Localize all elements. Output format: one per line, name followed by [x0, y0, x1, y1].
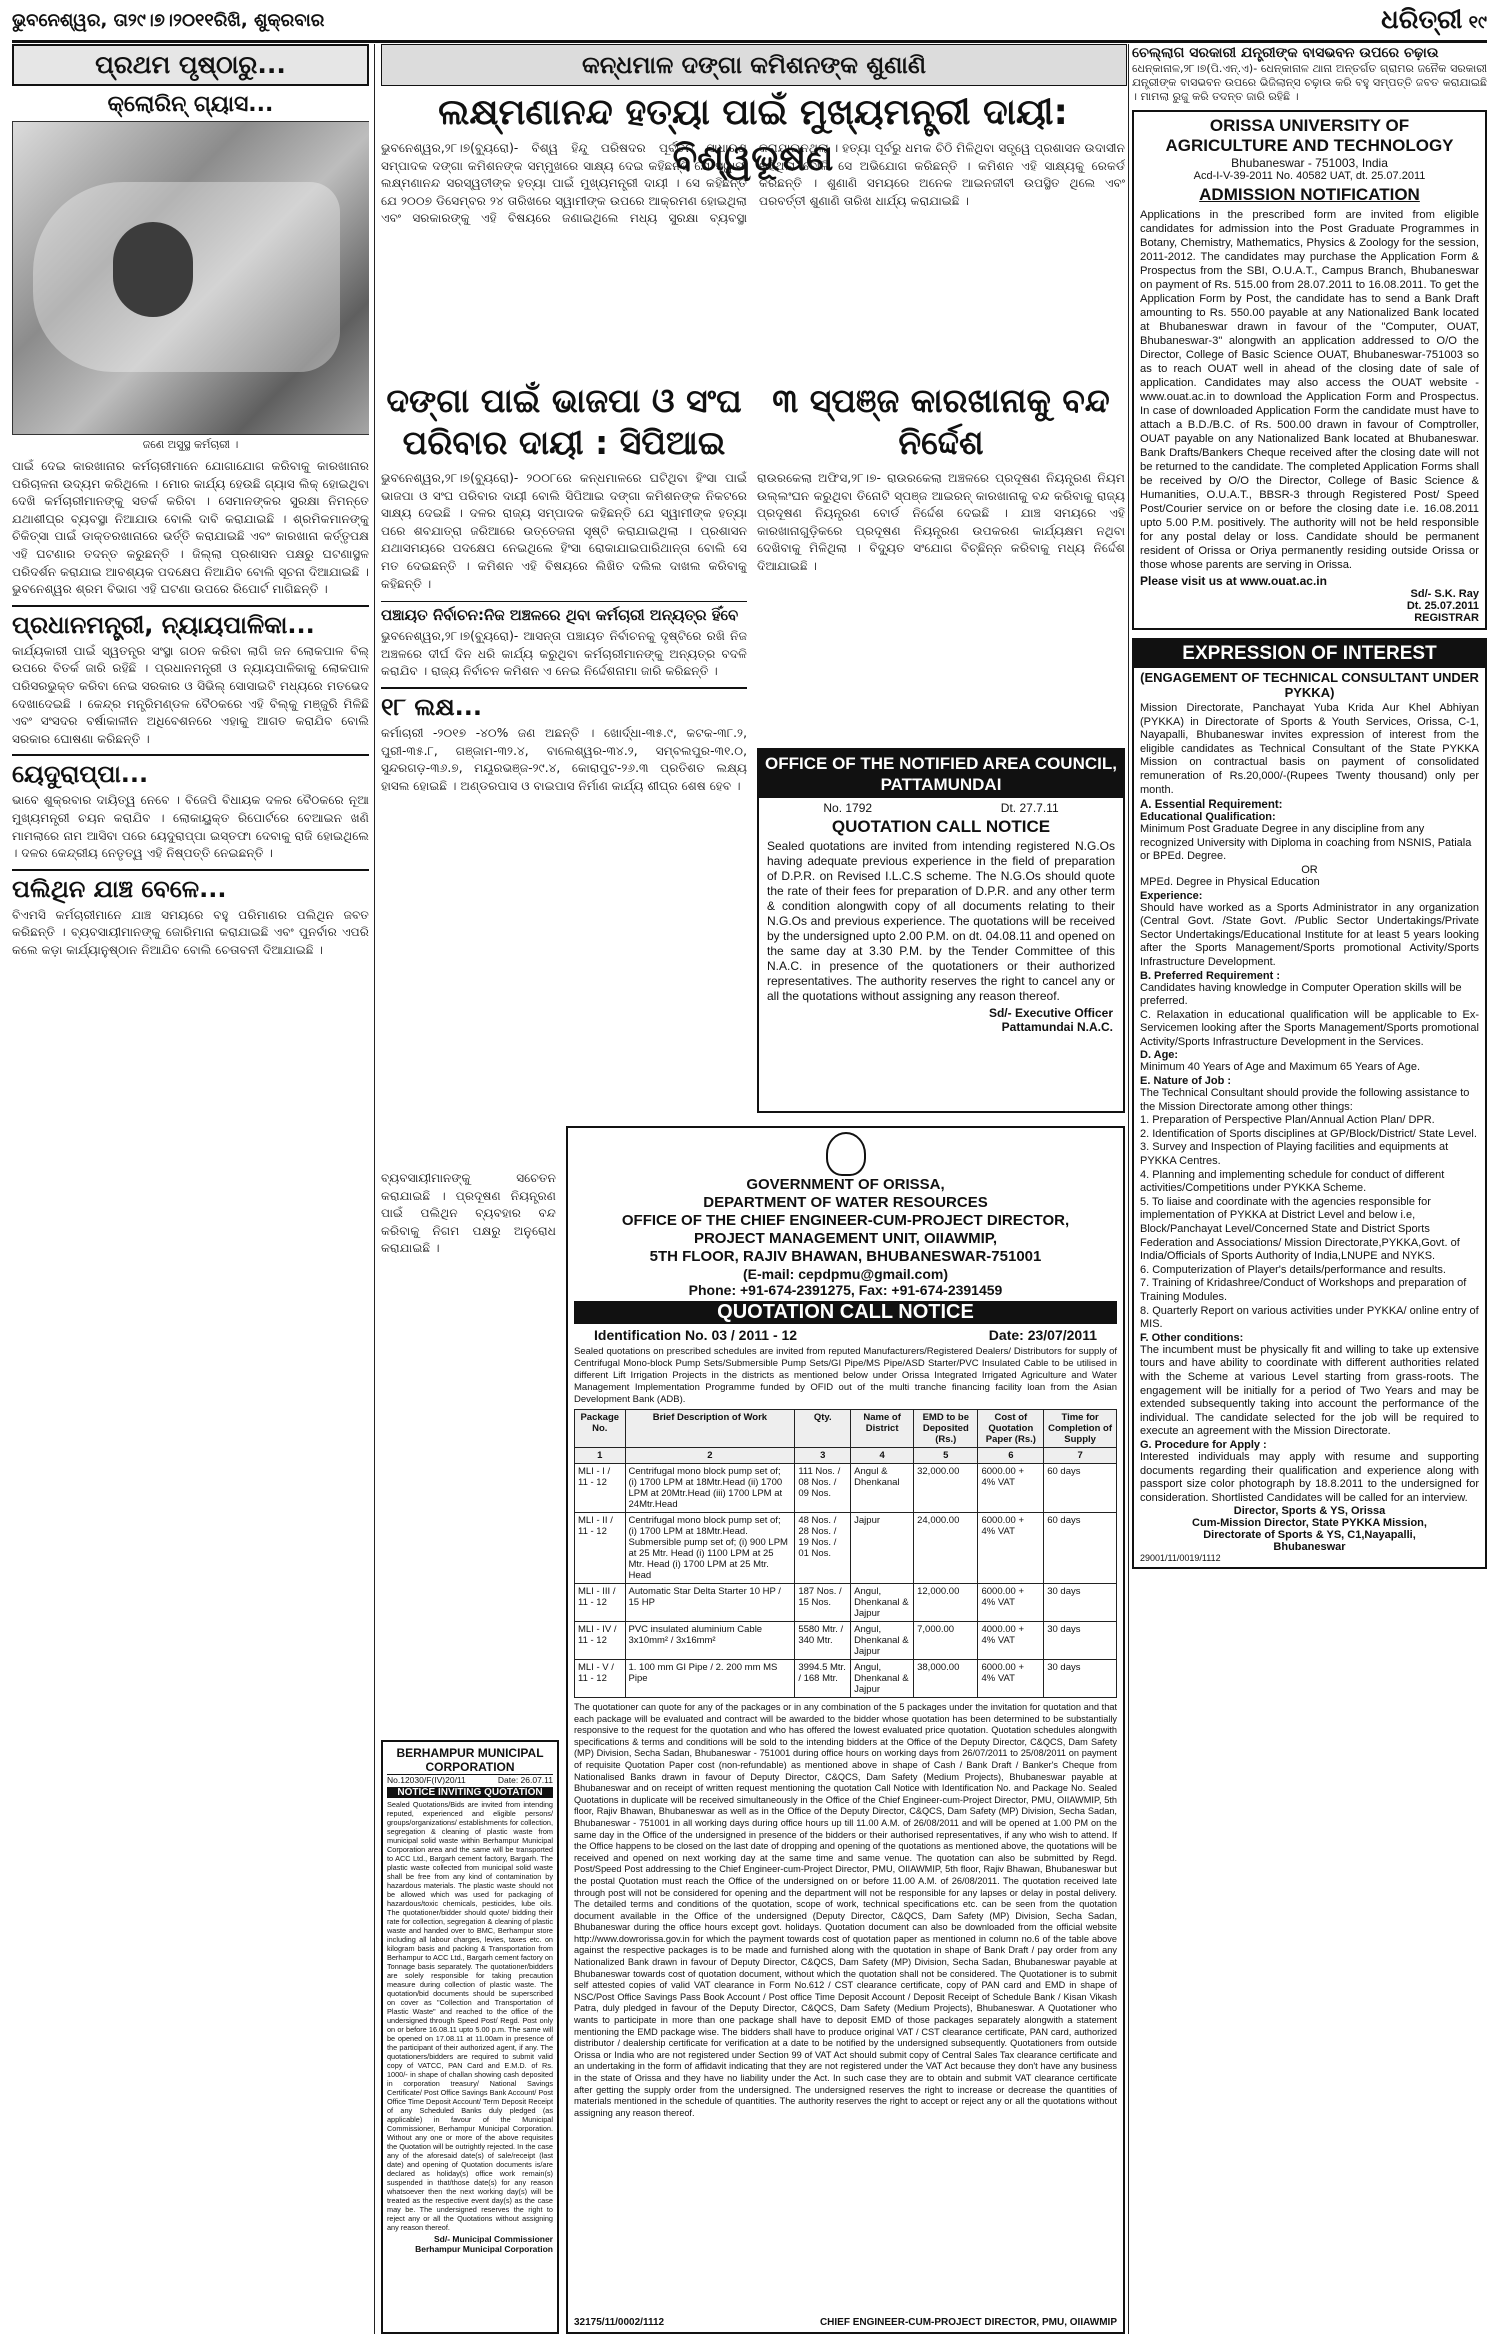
column-2-lower-text: [381, 1170, 556, 1730]
section-body: Minimum 40 Years of Age and Maximum 65 Years of Age.: [1140, 1061, 1421, 1074]
cell-quantity: 5580 Mtr. / 340 Mtr.: [795, 1622, 851, 1660]
story-headline: ଦଙ୍ଗା ପାଇଁ ଭାଜପା ଓ ସଂଘ ପରିବାର ଦାୟୀ : ସିପିଆଇ: [386, 381, 742, 462]
notice-ref: [759, 801, 1123, 815]
section-heading: G. Procedure for Apply :: [1140, 1438, 1267, 1451]
cell-package: MLI - V / 11 - 12: [575, 1660, 626, 1698]
identification-number: Identification No. 03 / 2011 - 12: [594, 1327, 798, 1343]
notice-dept-line: DEPARTMENT OF WATER RESOURCES: [703, 1194, 988, 1211]
list-item: 5. To liaise and coordinate with the agencies responsible for implementation of PYKKA at District Level and below i.e, Block/Panchayat Level/Concerned State and District Sports Federation and Associations/ Mission Directorate,PYKKA,Govt. of India/Officials of Sports Authority of India,LNUPE and NYKS.: [1140, 1195, 1460, 1263]
cell-quantity: 48 Nos. / 28 Nos. / 19 Nos. / 01 Nos.: [795, 1513, 851, 1584]
paper-name: ଧରିତ୍ରୀ: [1381, 4, 1463, 35]
story-body: କାର୍ଯ୍ୟକାରୀ ପାଇଁ ସ୍ୱତନ୍ତ୍ର ସଂସ୍ଥା ଗଠନ କରିବା ଲାଗି ଜନ ଲୋକପାଳ ବିଲ୍ ଉପରେ ବିତର୍କ ଜାରି ରହିଛି । ପ୍ରଧାନମନ୍ତ୍ରୀ ଓ ନ୍ୟାୟପାଳିକାକୁ ଲୋକପାଳ ପରିସରଭୁକ୍ତ କରିବା ନେଇ ସରକାର ଓ ସିଭିଲ୍ ସୋସାଇଟି ମଧ୍ୟରେ ମତଭେଦ ଦେଖାଦେଇଛି । କେନ୍ଦ୍ର ମନ୍ତ୍ରିମଣ୍ଡଳ ବୈଠକରେ ଏହି ବିଲ୍‌କୁ ମଞ୍ଜୁରି ମିଳିଛି ଏବଂ ସଂସଦର ବର୍ଷାକାଳୀନ ଅଧିବେଶନରେ ଏହାକୁ ଆଗତ କରାଯିବ ବୋଲି ସରକାର ଘୋଷଣା କରିଛନ୍ତି ।: [12, 643, 369, 746]
page-header: [12, 0, 1487, 43]
column-header: Qty.: [795, 1410, 851, 1448]
section-heading: A. Essential Requirement:: [1140, 799, 1283, 812]
dateline: ଭୁବନେଶ୍ୱର, ତା୨୯।୭।୨୦୧୧ରିଖି, ଶୁକ୍ରବାର: [12, 9, 325, 31]
list-item: 4. Planning and implementing schedule for conduct of different activities/Competitions under PYKKA Scheme.: [1140, 1168, 1445, 1195]
notice-date: Date: 23/07/2011: [988, 1327, 1097, 1343]
story-headline: ୩ ସ୍ପଞ୍ଜ କାରଖାନାକୁ ବନ୍ଦ ନିର୍ଦ୍ଦେଶ: [772, 381, 1110, 462]
section-body: Candidates having knowledge in Computer Operation skills will be preferred.: [1140, 981, 1462, 1008]
notice-office: Berhampur Municipal Corporation: [415, 2244, 553, 2254]
cell-district: Angul & Dhenkanal: [851, 1464, 914, 1513]
section-body: The incumbent must be physically fit and willing to take up extensive tours and have ability to coordinate with different authorities related with the Scheme at various Level starting from grass-roots. The engagement will be initially for a period of Two Years and may be extended subsequently taking into account the performance of the individual. The candidate selected for the job will be required to execute an agreement with the Mission Directorate.: [1140, 1343, 1479, 1438]
cell-time: 30 days: [1044, 1622, 1117, 1660]
cell-cost: 6000.00 + 4% VAT: [978, 1464, 1044, 1513]
column-index: 5: [914, 1448, 978, 1464]
story-body: କର୍ମାଚାରୀ -୨୦୧୭ -୪୦% ଜଣ ଅଛନ୍ତି । ଖୋର୍ଦ୍ଧା-୩୫.୯, କଟକ-୩୮.୨, ପୁରୀ-୩୫.୮, ଗଞ୍ଜାମ-୩୨.୪, ବାଲେଶ୍ୱର-୩୪.୨, ସମ୍ବଲପୁର-୩୧.୦, ସୁନ୍ଦରଗଡ଼-୩୬.୭, ମୟୂରଭଞ୍ଜ-୨୯.୪, କୋରାପୁଟ-୨୬.୩ ପ୍ରତିଶତ ଲକ୍ଷ୍ୟ ହାସଲ ହୋଇଛି । ଅଣ୍ଡରପାସ ଓ ବାଇପାସ ନିର୍ମାଣ କାର୍ଯ୍ୟ ଶୀଘ୍ର ଶେଷ ହେବ ।: [381, 725, 747, 793]
column-header: EMD to be Deposited (Rs.): [914, 1410, 978, 1448]
notice-signatory: Sd/- S.K. Ray: [1410, 588, 1479, 600]
website-link: Please visit us at www.ouat.ac.in: [1140, 574, 1327, 588]
ouat-admission-notice: [1132, 110, 1487, 630]
notice-subtitle: (ENGAGEMENT OF TECHNICAL CONSULTANT UNDER PYKKA): [1140, 670, 1479, 700]
notice-title: BERHAMPUR MUNICIPAL CORPORATION: [387, 1746, 553, 1775]
notice-heading: EXPRESSION OF INTEREST: [1134, 640, 1485, 668]
cell-quantity: 3994.5 Mtr. / 168 Mtr.: [795, 1660, 851, 1698]
story-body: ପାଇଁ ଦେଇ କାରଖାନାର କର୍ମଚାରୀମାନେ ଯୋଗାଯୋଗ କରିବାକୁ କାରଖାନାର ପରିଚାଳନା ଉଦ୍ୟମ କରିଥିଲେ । ମୋର କାର୍ଯ୍ୟ ହେଉଛି ଗ୍ୟାସ ଲିକ୍ ହୋଇଥିବା ଦେଖି କର୍ମଚାରୀମାନଙ୍କୁ ସତର୍କ କରିବା । ସେମାନଙ୍କର ସୁରକ୍ଷା ନିମନ୍ତେ ଯଥାଶୀଘ୍ର ବ୍ୟବସ୍ଥା ନିଆଯାଉ ବୋଲି ଦାବି କରାଯାଇଛି । ଶ୍ରମିକମାନଙ୍କୁ ଚିକିତ୍ସା ପାଇଁ ଡାକ୍ତରଖାନାରେ ଭର୍ତ୍ତି କରାଯାଇଛି ଏବଂ କାରଖାନା କର୍ତ୍ତୃପକ୍ଷ ଏହି ଘଟଣାର ତଦନ୍ତ କରୁଛନ୍ତି । ଜିଲ୍ଲା ପ୍ରଶାସନ ପକ୍ଷରୁ ଘଟଣାସ୍ଥଳ ପରିଦର୍ଶନ କରାଯାଇ ଆବଶ୍ୟକ ପଦକ୍ଷେପ ନିଆଯିବ ବୋଲି ସୂଚନା ଦିଆଯାଇଛି । ଭୁବନେଶ୍ୱର ଶ୍ରମ ବିଭାଗ ଏହି ଘଟଣା ଉପରେ ରିପୋର୍ଟ ମାଗିଛନ୍ତି ।: [12, 459, 369, 597]
lead-story-body-wrap: [381, 140, 1125, 370]
story-headline: ପଲିଥିନ ଯାଞ୍ଚ ବେଳେ...: [12, 869, 369, 903]
notice-address: 5TH FLOOR, RAJIV BHAWAN, BHUBANESWAR-751001: [649, 1248, 1042, 1265]
cell-district: Jajpur: [851, 1513, 914, 1584]
section-heading: E. Nature of Job :: [1140, 1075, 1232, 1088]
section-body: Should have worked as a Sports Administrator in any organization (Central Govt. /State Govt. /Public Sector Undertakings/Private Sector Undertakings/Educational Institute for at least 5 years looking after the Sports Management/Sports promotional Activity/Sports Infrastructure Development.: [1140, 901, 1479, 968]
cell-district: Angul, Dhenkanal & Jajpur: [851, 1584, 914, 1622]
table-row: [575, 1584, 1117, 1622]
job-list: [1140, 1114, 1479, 1332]
cell-description: PVC insulated aluminium Cable 3x10mm² / 3x16mm²: [625, 1622, 795, 1660]
story-body: ରାଉରକେଲା ଅଫିସ,୨୮।୭- ରାଉରକେଲା ଅଞ୍ଚଳରେ ପ୍ରଦୂଷଣ ନିୟନ୍ତ୍ରଣ ନିୟମ ଉଲ୍ଲଂଘନ କରୁଥିବା ତିନୋଟି ସ୍ପଞ୍ଜ ଆଇରନ୍ କାରଖାନାକୁ ବନ୍ଦ କରିବାକୁ ରାଜ୍ୟ ପ୍ରଦୂଷଣ ନିୟନ୍ତ୍ରଣ ବୋର୍ଡ ନିର୍ଦ୍ଦେଶ ଦେଇଛି । ଯାଞ୍ଚ ସମୟରେ ଏହି କାରଖାନାଗୁଡ଼ିକରେ ପ୍ରଦୂଷଣ ନିୟନ୍ତ୍ରଣ ଉପକରଣ କାର୍ଯ୍ୟକ୍ଷମ ନଥିବା ଦେଖିବାକୁ ମିଳିଥିଲା । ବିଦ୍ୟୁତ ସଂଯୋଗ ବିଚ୍ଛିନ୍ନ କରିବାକୁ ମଧ୍ୟ ନିର୍ଦ୍ଦେଶ ଦିଆଯାଇଛି ।: [757, 471, 1125, 573]
pykka-eoi-notice: [1132, 638, 1487, 1569]
page-number: ୧୯: [1468, 11, 1487, 33]
bmc-quotation-notice: [381, 1740, 559, 2334]
story-kicker: କ୍ଲୋରିନ୍ ଗ୍ୟାସ...: [107, 92, 274, 117]
story-headline: ୧୮ ଲକ୍ଷ...: [381, 687, 747, 721]
notice-body: Sealed Quotations/Bids are invited from intending reputed, experienced and eligible persons/ groups/organizations/ establishments for collection, segregation & cleaning of plastic waste from municipal solid waste within Berhampur Municipal Corporation area and the same will be transported to ACC Ltd., Bargarh cement factory, Bargarh. The plastic waste collected from municipal solid waste shall be free from any kind of contamination by hazardous materials. The plastic waste should not be allowed which was used for packaging of hazardous/toxic chemicals, pesticides, lube oils. The quotationer/bidder should quote/ bidding their rate for collection, segregation & cleaning of plastic waste and handed over to BMC, Berhampur store including all labour charges, levies, taxes etc. on kilogram basis and packing & Transportation from Berhampur to ACC Ltd., Bargarh cement factory on Tonnage basis separately. The quotationer/bidders are solely responsible for taking precaution measure during collection of plastic waste. The quotation/bid documents should be superscribed on cover as "Collection and Transportation of Plastic Waste" and reached to the office of the undersigned through Speed Post/ Regd. Post only on or before 16.08.11 upto 5.00 p.m. The same will be opened on 17.08.11 at 11.00am in presence of the participant of their authorized agent, if any. The quotationers/bidders are required to submit valid copy of VATCC, PAN Card and E.M.D. of Rs. 1000/- in shape of challan showing cash deposited in corporation treasury/ National Savings Certificate/ Post Office Savings Bank Account/ Post Office Time Deposit Account/ Term Deposit Receipt of any Scheduled Banks duly pledged (as applicable) in favour of the Municipal Commissioner, Berhampur Municipal Corporation. Without any one or more of the above requisites the Quotation will be outrightly rejected. In the case any of the aforesaid date(s) of sale/receipt (last date) and opening of Quotation documents is/are declared as holiday(s) office work remain(s) suspended in that/those date(s) for any reason whatsoever then the next working day(s) will be treated as the respective event day(s) as the case may be. The undersigned reserves the right to reject any or all the Quotations without assigning any reason thereof.: [387, 1800, 553, 2232]
cell-emd: 7,000.00: [914, 1622, 978, 1660]
column-index: 6: [978, 1448, 1044, 1464]
cell-description: Automatic Star Delta Starter 10 HP / 15 HP: [625, 1584, 795, 1622]
notice-heading: NOTICE INVITING QUOTATION: [387, 1787, 553, 1798]
notice-intro: Sealed quotations on prescribed schedules are invited from reputed Manufacturers/Registered Dealers/ Distributors for supply of Centrifugal Mono-block Pump Sets/Submersible Pump Sets/GI Pipe/MS Pipe/ASD Starter/PVC Insulated Cable to be utilised in different Lift Irrigation Projects in the districts as mentioned below under Orissa Integrated Irrigated Agriculture and Water Management Implementation Programme funded by OFID out of the multi tranche financing facility loan from the Asian Development Bank (ADB).: [574, 1346, 1117, 1405]
cell-description: 1. 100 mm GI Pipe / 2. 200 mm MS Pipe: [625, 1660, 795, 1698]
column-index: 3: [795, 1448, 851, 1464]
section-banner: ପ୍ରଥମ ପୃଷ୍ଠାରୁ...: [12, 44, 369, 86]
notice-date: Dt. 25.07.2011: [1406, 600, 1479, 612]
notice-body: Applications in the prescribed form are invited from eligible candidates for admission into the Post Graduate Programmes in Botany, Chemistry, Mathematics, Physics & Zoology for the session, 2011-2012. The candidates may purchase the Application Form & Prospectus from the SBI, O.U.A.T., Campus Branch, Bhubaneswar on payment of Rs. 515.00 from 28.07.2011 to 16.08.2011. To get the Application Form by Post, the candidate has to send a Bank Draft amounting to Rs. 550.00 payable at any Nationalized Bank located at Bhubaneswar drawn in favour of the "Computer, OUAT, Bhubaneswar-3" alongwith an application addressed to O/O the Director, College of Basic Science OUAT, Bhubaneswar-751003 so as to reach OUAT well in ahead of the closing date of sale of application. Candidates may also access the OUAT website - www.ouat.ac.in to download the Application Form and Prospectus. In case of downloaded Application Form the candidate must have to attach a B.D./B.C. of Rs. 500.00 drawn in favour of Comptroller, OUAT payable on any Nationalized Bank located at Bhubaneswar. Bank Drafts/Bankers Cheque received after the closing date will not be returned to the candidate. The completed Application Forms shall be received by O/O the Director, College of Basic Science & Humanities, O.U.A.T., BBSR-3 through Registered Post/ Speed Post/Courier service on or before the closing date i.e. 16.08.2011 upto 5.00 P.M. positively. The authority will not be held responsible for any postal delay or loss. Candidate should be permanent resident of Orissa or Oriya permanently residing outside Orissa or those whose parents are serving in Orissa.: [1140, 209, 1479, 571]
list-item: 3. Survey and Inspection of Playing facilities and equipments at PYKKA Centres.: [1140, 1141, 1449, 1168]
lead-story-body: ଭୁବନେଶ୍ୱର,୨୮।୭(ବ୍ୟୁରୋ)- ବିଶ୍ୱ ହିନ୍ଦୁ ପରିଷଦର ପୂର୍ବତନ ସାଧାରଣ ସମ୍ପାଦକ ଦଙ୍ଗା କମିଶନଙ୍କ ସମ୍ମୁଖରେ ସାକ୍ଷ୍ୟ ଦେଇ କହିଛନ୍ତି ଯେ ସ୍ୱାମୀ ଲକ୍ଷ୍ମଣାନନ୍ଦ ସରସ୍ୱତୀଙ୍କ ହତ୍ୟା ପାଇଁ ମୁଖ୍ୟମନ୍ତ୍ରୀ ଦାୟୀ । ସେ କହିଛନ୍ତି ଯେ ୨୦୦୭ ଡିସେମ୍ବର ୨୪ ତାରିଖରେ ସ୍ୱାମୀଙ୍କ ଉପରେ ଆକ୍ରମଣ ହୋଇଥିଲା ଏବଂ ସରକାରଙ୍କୁ ଏହି ବିଷୟରେ ଜଣାଇଥିଲେ ମଧ୍ୟ ସୁରକ୍ଷା ବ୍ୟବସ୍ଥା କରାଯାଇନଥିଲା । ହତ୍ୟା ପୂର୍ବରୁ ଧମକ ଚିଠି ମିଳିଥିବା ସତ୍ତ୍ୱେ ପ୍ରଶାସନ ଉଦାସୀନ ରହିଥିଲା ବୋଲି ସେ ଅଭିଯୋଗ କରିଛନ୍ତି । କମିଶନ ଏହି ସାକ୍ଷ୍ୟକୁ ରେକର୍ଡ କରିଛନ୍ତି । ଶୁଣାଣି ସମୟରେ ଅନେକ ଆଇନଜୀବୀ ଉପସ୍ଥିତ ଥିଲେ ଏବଂ ପରବର୍ତ୍ତୀ ଶୁଣାଣି ତାରିଖ ଧାର୍ଯ୍ୟ କରାଯାଇଛି ।: [381, 141, 1125, 226]
list-item: 7. Training of Kridashree/Conduct of Workshops and preparation of Training Modules.: [1140, 1277, 1467, 1303]
notice-office: Pattamundai N.A.C.: [1001, 1020, 1113, 1034]
column-index: 7: [1044, 1448, 1117, 1464]
section-body: C. Relaxation in educational qualification will be applicable to Ex-Servicemen looking after the Sports Management/Sports promotional Activity/Sports Infrastructure Development in the Services.: [1140, 1008, 1479, 1048]
notice-heading: ADMISSION NOTIFICATION: [1199, 185, 1420, 204]
photo-patient-shape: [113, 222, 193, 317]
column-header: Time for Completion of Supply: [1044, 1410, 1117, 1448]
cell-district: Angul, Dhenkanal & Jajpur: [851, 1622, 914, 1660]
column-divider: [374, 44, 375, 2334]
section-heading: Experience:: [1140, 889, 1203, 902]
cell-cost: 4000.00 + 4% VAT: [978, 1622, 1044, 1660]
or-separator: OR: [1301, 863, 1318, 876]
story-headline: ପ୍ରଧାନମନ୍ତ୍ରୀ, ନ୍ୟାୟପାଳିକା...: [12, 605, 369, 639]
story-headline: ପଞ୍ଚାୟତ ନିର୍ବାଚନ:ନିଜ ଅଞ୍ଚଳରେ ଥିବା କର୍ମଚାରୀ ଅନ୍ୟତ୍ର ହିଁବେ: [381, 601, 747, 624]
notice-ident-row: [574, 1327, 1117, 1343]
column-advertisements: [1132, 44, 1487, 2334]
water-resources-notice: [566, 1126, 1125, 2334]
cell-quantity: 111 Nos. / 08 Nos. / 09 Nos.: [795, 1464, 851, 1513]
story-body: ବିଏମସି କର୍ମଚାରୀମାନେ ଯାଞ୍ଚ ସମୟରେ ବହୁ ପରିମାଣର ପଲିଥିନ ଜବତ କରିଛନ୍ତି । ବ୍ୟବସାୟୀମାନଙ୍କୁ ଜୋରିମାନା କରାଯାଇଛି ଏବଂ ପୁନର୍ବାର ଏପରି କଲେ କଡ଼ା କାର୍ଯ୍ୟାନୁଷ୍ଠାନ ନିଆଯିବ ବୋଲି ଚେତାବନୀ ଦିଆଯାଇଛି ।: [12, 907, 369, 957]
section-heading: Educational Qualification:: [1140, 811, 1276, 824]
government-emblem-icon: [826, 1132, 866, 1176]
photo-caption: ଜଣେ ଅସୁସ୍ଥ କର୍ମଚାରୀ ।: [142, 438, 239, 451]
story-body: ଭାବେ ଶୁକ୍ରବାର ଦାୟିତ୍ୱ ନେବେ । ବିଜେପି ବିଧାୟକ ଦଳର ବୈଠକରେ ନୂଆ ମୁଖ୍ୟମନ୍ତ୍ରୀ ଚୟନ କରାଯିବ । ଲୋକାୟୁକ୍ତ ରିପୋର୍ଟରେ ବେଆଇନ ଖଣି ମାମଲାରେ ନାମ ଆସିବା ପରେ ୟେଦୁରାପ୍ପା ଇସ୍ତଫା ଦେବାକୁ ରାଜି ହୋଇଥିଲେ । ଦଳର କେନ୍ଦ୍ରୀୟ ନେତୃତ୍ୱ ଏହି ନିଷ୍ପତ୍ତି ନେଇଛନ୍ତି ।: [12, 793, 369, 861]
cell-cost: 6000.00 + 4% VAT: [978, 1513, 1044, 1584]
column-front-page-continued: [12, 44, 369, 2334]
story-body: ଭୁବନେଶ୍ୱର,୨୮।୭(ବ୍ୟୁରୋ)- ଆସନ୍ତା ପଞ୍ଚାୟତ ନିର୍ବାଚନକୁ ଦୃଷ୍ଟିରେ ରଖି ନିଜ ଅଞ୍ଚଳରେ ଦୀର୍ଘ ଦିନ ଧରି କାର୍ଯ୍ୟ କରୁଥିବା କର୍ମଚାରୀମାନଙ୍କୁ ଅନ୍ୟତ୍ର ବଦଳି କରାଯିବ । ରାଜ୍ୟ ନିର୍ବାଚନ କମିଶନ ଏ ନେଇ ନିର୍ଦ୍ଦେଶନାମା ଜାରି କରିଛନ୍ତି ।: [381, 629, 747, 679]
notice-office: REGISTRAR: [1414, 612, 1479, 624]
column-index: 1: [575, 1448, 626, 1464]
column-header: Cost of Quotation Paper (Rs.): [978, 1410, 1044, 1448]
story-headline: ଚେଲ୍ଲାଗ ସରକାରୀ ଯନ୍ତ୍ରୀଙ୍କ ବାସଭବନ ଉପରେ ଚଢ଼ାଉ: [1132, 45, 1439, 61]
cell-time: 30 days: [1044, 1660, 1117, 1698]
notice-institution: AGRICULTURE AND TECHNOLOGY: [1165, 136, 1454, 155]
notice-dept-line: OFFICE OF THE CHIEF ENGINEER-CUM-PROJECT DIRECTOR,: [621, 1212, 1070, 1229]
section-body: MPEd. Degree in Physical Education: [1140, 875, 1320, 888]
notice-terms: The quotationer can quote for any of the packages or in any combination of the 5 packages under the invitation for quotation and that each package will be evaluated and contract will be awarded to the bidder whose quotation has been determined to be substantially responsive to the request for the quotation and who has offered the lowest evaluated price quotation. Quotation schedules alongwith specifications & terms and conditions will be sold to the intending bidders at the Office of the Deputy Director, C&QCS, Dam Safety (MP) Division, Secha Sadan, Bhubaneswar - 751001 during office hours on working days from 26/07/2011 to 25/08/2011 on payment of requisite Quotation Paper cost (non-refundable) as mentioned above in shape of Cash / Bank Draft / Banker's Cheque from Nationalised Banks drawn in favour of Deputy Director, C&QCS, Dam Safety (Medium Projects), Bhubaneswar payable at Bhubaneswar and on receipt of written request mentioning the quotation Call Notice with Identification No. and Package No. Sealed Quotations in duplicate will be received simultaneously in the Office of the Chief Engineer-cum-Project Director, PMU, OIIAWMIP, 5th floor, Rajiv Bhawan, Bhubaneswar as well as in the Office of the Deputy Director, C&QCS, Dam Safety (MP) Division, Secha Sadan, Bhubaneswar - 751001 in all working days during office hours up till 11.00 A.M. of 26/08/2011 and will be opened at 1.00 PM on the same day in the Office of the undersigned in presence of the bidders or their authorised representatives, if any who wish to attend. If the Office happens to be closed on the last date of dropping and opening of the quotations as mentioned above, the quotations will be received and opened on next working day at the same time and same venue. The quotation can also be submitted by Regd. Post/Speed Post addressing to the Chief Engineer-cum-Project Director, PMU, OIIAWMIP, 5th floor, Rajiv Bhawan, Bhubaneswar but the postal Quotation must reach the Office of the undersigned on or before 11.00 A.M. of 26/08/2011. The quotation received late through post will not be considered for opening and the department will not be responsible for any lapses or delay in postal delivery. The detailed terms and conditions of the quotation, scope of work, technical specifications etc. can be seen from the quotation document available in the Office of the undersigned (Deputy Director, C&QCS, Dam Safety (MP) Division, Secha Sadan, Bhubaneswar during the office hours except govt. holidays. Quotation document can also be downloaded from the official website http://www.dowrorissa.gov.in for which the payment towards cost of quotation paper as mentioned in column no.6 of the table above against the respective packages is to be made and furnished along with the quotation in shape of Bank Draft / pay order from any Nationalized Bank drawn in favour of Deputy Director, C&QCS, Dam Safety (MP) Division, Secha Sadan, Bhubaneswar payable at Bhubaneswar towards cost of quotation document, without which the quotation shall not be considered. The Quotationer is to submit self attested copies of valid VAT clearance in Form No.612 / CST clearance certificate, copy of PAN card and EMD in shape of NSC/Post Office Savings Pass Book Account / Post office Time Deposit Account / Deposit Receipt of Schedule Bank / Kisan Vikash Patra, duly pledged in favour of the Deputy Director, C&QCS, Dam Safety (Medium Projects), Bhubaneswar. A Quotationer who wants to participate in more than one package shall have to deposit EMD of those packages separately alongwith a statement mentioning the EMD package wise. The bidders shall have to produce original VAT / CST clearance certificate, PAN card, authorized distributor / dealership certificate for verification at a date to be notified by the undersigned subsequently. Quotationers from outside Orissa or India who are not registered under Section 99 of VAT Act should submit copy of Central Sales Tax clearance certificate and an undertaking in the form of affidavit indicating that they are not registered under the VAT Act because they don't have any business in the state of Orissa and they have no liability under the Act. In such case they are to obtain and submit VAT clearance certificate after getting the supply order from the undersigned. The undersigned reserves the right to increase or decrease the quantities of materials mentioned in the schedule of quantities. The authority reserves the right to accept or reject any or all the quotations without assigning any reason thereof.: [574, 1702, 1117, 2118]
column-header: Brief Description of Work: [625, 1410, 795, 1448]
notice-heading: QUOTATION CALL NOTICE: [574, 1301, 1117, 1324]
notice-ref: Acd-I-V-39-2011 No. 40582 UAT, dt. 25.07.2011: [1193, 170, 1426, 182]
notice-number: No.12030/F(IV)20/11: [387, 1775, 466, 1785]
cell-district: Angul, Dhenkanal & Jajpur: [851, 1660, 914, 1698]
table-header-row: [575, 1410, 1117, 1448]
notice-intro: Mission Directorate, Panchayat Yuba Krida Aur Khel Abhiyan (PYKKA) in Directorate of Sports & Youth Services, Orissa, C-1, Nayapalli, Bhubaneswar invites expression of interest from the eligible candidates as Technical Consultant of the State PYKKA Mission on contractual basis on payment of consolidated remuneration of Rs.20,000/-(Rupees Twenty thousand) only per month.: [1140, 702, 1479, 796]
notice-dept-line: GOVERNMENT OF ORISSA,: [746, 1176, 945, 1193]
list-item: 2. Identification of Sports disciplines at GP/Block/District/ State Level.: [1140, 1127, 1477, 1140]
cell-emd: 38,000.00: [914, 1660, 978, 1698]
notice-email: (E-mail: cepdpmu@gmail.com): [742, 1266, 948, 1282]
notice-ref-code: 32175/11/0002/1112: [574, 2317, 665, 2328]
section-heading: B. Preferred Requirement :: [1140, 969, 1280, 982]
nac-quotation-notice: [757, 748, 1125, 1113]
notice-signatory: Cum-Mission Director, State PYKKA Mission,: [1192, 1517, 1427, 1530]
cell-emd: 32,000.00: [914, 1464, 978, 1513]
notice-title: OFFICE OF THE NOTIFIED AREA COUNCIL, PATTAMUNDAI: [759, 750, 1123, 798]
table-row: [575, 1660, 1117, 1698]
column-header: Package No.: [575, 1410, 626, 1448]
cell-package: MLI - III / 11 - 12: [575, 1584, 626, 1622]
notice-address: Bhubaneswar - 751003, India: [1231, 156, 1388, 170]
notice-signatory: Sd/- Executive Officer: [988, 1006, 1113, 1020]
section-body: The Technical Consultant should provide the following assistance to the Mission Directorate among other things:: [1140, 1087, 1470, 1113]
story-strip-title: କନ୍ଧମାଳ ଦଙ୍ଗା କମିଶନଙ୍କ ଶୁଣାଣି: [381, 44, 1127, 86]
section-heading: D. Age:: [1140, 1049, 1179, 1062]
cell-emd: 12,000.00: [914, 1584, 978, 1622]
notice-signatory: Bhubaneswar: [1273, 1541, 1346, 1554]
cell-package: MLI - IV / 11 - 12: [575, 1622, 626, 1660]
notice-heading: QUOTATION CALL NOTICE: [831, 817, 1051, 836]
section-body: Interested individuals may apply with resume and supporting documents regarding their qualification and experience along with passport size color photograph by 18.8.2011 to the undersigned for consideration. Shortlisted Candidates will be called for an interview.: [1140, 1450, 1479, 1504]
notice-phone: Phone: +91-674-2391275, Fax: +91-674-2391459: [688, 1282, 1003, 1298]
notice-signatory: Sd/- Municipal Commissioner: [433, 2234, 553, 2244]
notice-body: Sealed quotations are invited from intending registered N.G.Os having adequate previous experience in the field of preparation of D.P.R. on Revised I.L.C.S scheme. The N.G.Os should quote the rate of their fees for preparation of D.P.R. and any other term & condition alongwith copy of all documents relating to their N.G.Os and previous experience. The quotations will be received by the undersigned upto 2.00 P.M. on dt. 04.08.11 and opened on the same day at 3.30 P.M. by the Tender Committee of this N.A.C. in presence of the quotationers or their authorized representatives. The authority reserves the right to cancel any or all the quotations without assigning any reason thereof.: [767, 839, 1115, 1003]
lead-headline: ଲକ୍ଷ୍ମଣାନନ୍ଦ ହତ୍ୟା ପାଇଁ ମୁଖ୍ୟମନ୍ତ୍ରୀ ଦାୟୀ: ବିଶ୍ୱଭୂଷଣ: [438, 92, 1068, 179]
cell-emd: 24,000.00: [914, 1513, 978, 1584]
notice-footer: [574, 2317, 1117, 2328]
list-item: 6. Computerization of Player's details/performance and results.: [1140, 1263, 1446, 1276]
cell-package: MLI - II / 11 - 12: [575, 1513, 626, 1584]
section-body: Minimum Post Graduate Degree in any discipline from any recognized University with Diploma in coaching from NSNIS, Patiala or BPEd. Degree.: [1140, 823, 1472, 863]
notice-institution: ORISSA UNIVERSITY OF: [1209, 116, 1410, 135]
page-folio: [1381, 5, 1487, 36]
notice-date: Dt. 27.7.11: [1000, 801, 1059, 815]
cell-package: MLI - I / 11 - 12: [575, 1464, 626, 1513]
column-3-story: [757, 380, 1125, 740]
notice-signatory: Director, Sports & YS, Orissa: [1233, 1505, 1386, 1518]
section-heading: F. Other conditions:: [1140, 1331, 1244, 1344]
notice-dept-line: PROJECT MANAGEMENT UNIT, OIIAWMIP,: [693, 1230, 998, 1247]
column-index: 4: [851, 1448, 914, 1464]
list-item: 8. Quarterly Report on various activities under PYKKA/ online entry of MIS.: [1140, 1304, 1479, 1331]
packages-table: [574, 1409, 1117, 1698]
cell-cost: 6000.00 + 4% VAT: [978, 1584, 1044, 1622]
notice-signatory: Directorate of Sports & YS, C1,Nayapalli,: [1203, 1529, 1416, 1542]
story-body: ଧେନ୍‌କାନାଳ,୨୮।୭(ପି.ଏନ୍.ଏ)- ଧେନ୍‌କାନାଳ ଥାନା ଅନ୍ତର୍ଗତ ଗ୍ରାମର ଜନୈକ ସରକାରୀ ଯନ୍ତ୍ରୀଙ୍କ ବାସଭବନ ଉପରେ ଭିଜିଲାନ୍ସ ଚଢ଼ାଉ କରି ବହୁ ସମ୍ପତ୍ତି ଜବତ କରାଯାଇଛି । ମାମଲା ରୁଜୁ କରି ତଦନ୍ତ ଜାରି ରହିଛି ।: [1132, 62, 1487, 103]
cell-quantity: 187 Nos. / 15 Nos.: [795, 1584, 851, 1622]
notice-ref: [387, 1775, 553, 1785]
table-row: [575, 1513, 1117, 1584]
cell-description: Centrifugal mono block pump set of; (i) 1700 LPM at 18Mtr.Head. Submersible pump set of; (i) 900 LPM at 25 Mtr. Head (i) 1100 LPM at 25 Mtr. Head (i) 1700 LPM at 25 Mtr. Head: [625, 1513, 795, 1584]
column-divider: [1128, 44, 1129, 2334]
notice-number: No. 1792: [823, 801, 873, 815]
notice-ref-code: 29001/11/0019/1112: [1140, 1553, 1221, 1564]
cell-cost: 6000.00 + 4% VAT: [978, 1660, 1044, 1698]
list-item: 1. Preparation of Perspective Plan/Annual Action Plan/ DPR.: [1140, 1114, 1435, 1127]
news-photo: [12, 121, 369, 435]
cell-time: 60 days: [1044, 1464, 1117, 1513]
cell-time: 30 days: [1044, 1584, 1117, 1622]
table-row: [575, 1622, 1117, 1660]
column-index: 2: [625, 1448, 795, 1464]
cell-description: Centrifugal mono block pump set of; (i) 1700 LPM at 18Mtr.Head (ii) 1700 LPM at 20Mtr.Head (iii) 1700 LPM at 24Mtr.Head: [625, 1464, 795, 1513]
notice-date: Date: 26.07.11: [497, 1775, 553, 1785]
story-headline: ୟେଦୁରାପ୍ପା...: [12, 754, 369, 788]
table-index-row: [575, 1448, 1117, 1464]
cell-time: 60 days: [1044, 1513, 1117, 1584]
column-2-stories: [381, 380, 747, 1160]
table-row: [575, 1464, 1117, 1513]
story-body: ବ୍ୟବସାୟୀମାନଙ୍କୁ ସଚେତନ କରାଯାଇଛି । ପ୍ରଦୂଷଣ ନିୟନ୍ତ୍ରଣ ପାଇଁ ପଲିଥିନ ବ୍ୟବହାର ବନ୍ଦ କରିବାକୁ ନିଗମ ପକ୍ଷରୁ ଅନୁରୋଧ କରାଯାଇଛି ।: [381, 1171, 556, 1256]
column-header: Name of District: [851, 1410, 914, 1448]
story-body: ଭୁବନେଶ୍ୱର,୨୮।୭(ବ୍ୟୁରୋ)- ୨୦୦୮ରେ କନ୍ଧମାଳରେ ଘଟିଥିବା ହିଂସା ପାଇଁ ଭାଜପା ଓ ସଂଘ ପରିବାର ଦାୟୀ ବୋଲି ସିପିଆଇ ଦଙ୍ଗା କମିଶନଙ୍କ ନିକଟରେ ସାକ୍ଷ୍ୟ ଦେଇଛି । ଦଳର ରାଜ୍ୟ ସମ୍ପାଦକ କହିଛନ୍ତି ଯେ ସ୍ୱାମୀଙ୍କ ହତ୍ୟା ପରେ ଶବଯାତ୍ରା ଜରିଆରେ ଉତ୍ତେଜନା ସୃଷ୍ଟି କରାଯାଇଥିଲା । ପ୍ରଶାସନ ଯଥାସମୟରେ ପଦକ୍ଷେପ ନେଇଥିଲେ ହିଂସା ରୋକାଯାଇପାରିଥାନ୍ତା ବୋଲି ସେ ମତ ଦେଇଛନ୍ତି । କମିଶନ ଏହି ବିଷୟରେ ଲିଖିତ ଦଲିଲ ଦାଖଲ କରିବାକୁ କହିଛନ୍ତି ।: [381, 471, 747, 591]
notice-signatory: CHIEF ENGINEER-CUM-PROJECT DIRECTOR, PMU, OIIAWMIP: [819, 2317, 1117, 2328]
